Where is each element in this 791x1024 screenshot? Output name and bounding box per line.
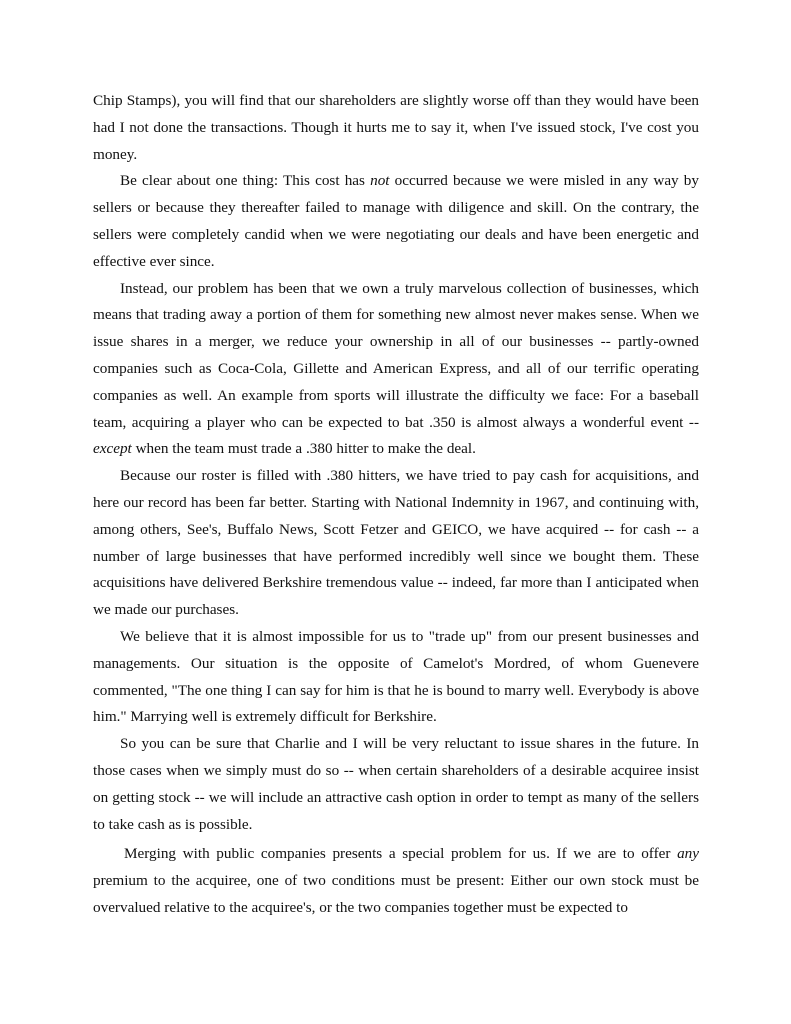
paragraph-4: Because our roster is filled with .380 hitters, we have tried to pay cash for acquisitions, and here our record has been far better. Starting with National Indemnity in 1967, and continuing with, among others, See's, Buffalo News, Scott Fetzer and GEICO, we have acquired -- for cash -- a number of large businesses that have performed incredibly well since we bought them. These acquisitions have delivered Berkshire tremendous value -- indeed, far more than I anticipated when we made our purchases. xyxy=(93,467,699,619)
document-page xyxy=(93,88,699,922)
paragraph-6: So you can be sure that Charlie and I will be very reluctant to issue shares in the future. In those cases when we simply must do so -- when certain shareholders of a desirable acquiree insist on getting stock -- we will include an attractive cash option in order to tempt as many of the sellers to take cash as is possible. xyxy=(93,735,699,833)
emphasis-any: any xyxy=(677,845,699,863)
paragraph-5: We believe that it is almost impossible for us to "trade up" from our present businesses and managements. Our situation is the opposite of Camelot's Mordred, of whom Guenevere commented, "The one thing I can say for him is that he is bound to marry well. Everybody is above him." Marrying well is extremely difficult for Berkshire. xyxy=(93,627,699,726)
paragraph-1: Chip Stamps), you will find that our shareholders are slightly worse off than they would have been had I not done the transactions. Though it hurts me to say it, when I've issued stock, I've cost you money. xyxy=(93,92,699,163)
paragraph-7: Merging with public companies presents a special problem for us. If we are to offer any premium to the acquiree, one of two conditions must be present: Either our own stock must be overvalued relative to the acquiree's, or the two companies together must be expected to xyxy=(93,845,699,916)
paragraph-2: Be clear about one thing: This cost has not occurred because we were misled in any way by sellers or because they thereafter failed to manage with diligence and skill. On the contrary, the sellers were completely candid when we were negotiating our deals and have been energetic and effective ever since. xyxy=(93,172,699,270)
paragraph-3: Instead, our problem has been that we own a truly marvelous collection of businesses, which means that trading away a portion of them for something new almost never makes sense. When we issue shares in a merger, we reduce your ownership in all of our businesses -- partly-owned companies such as Coca-Cola, Gillette and American Express, and all of our terrific operating companies as well. An example from sports will illustrate the difficulty we face: For a baseball team, acquiring a player who can be expected to bat .350 is almost always a wonderful event -- except when the team must trade a .380 hitter to make the deal. xyxy=(93,279,699,458)
emphasis-except: except xyxy=(93,440,132,458)
emphasis-not: not xyxy=(370,172,390,190)
